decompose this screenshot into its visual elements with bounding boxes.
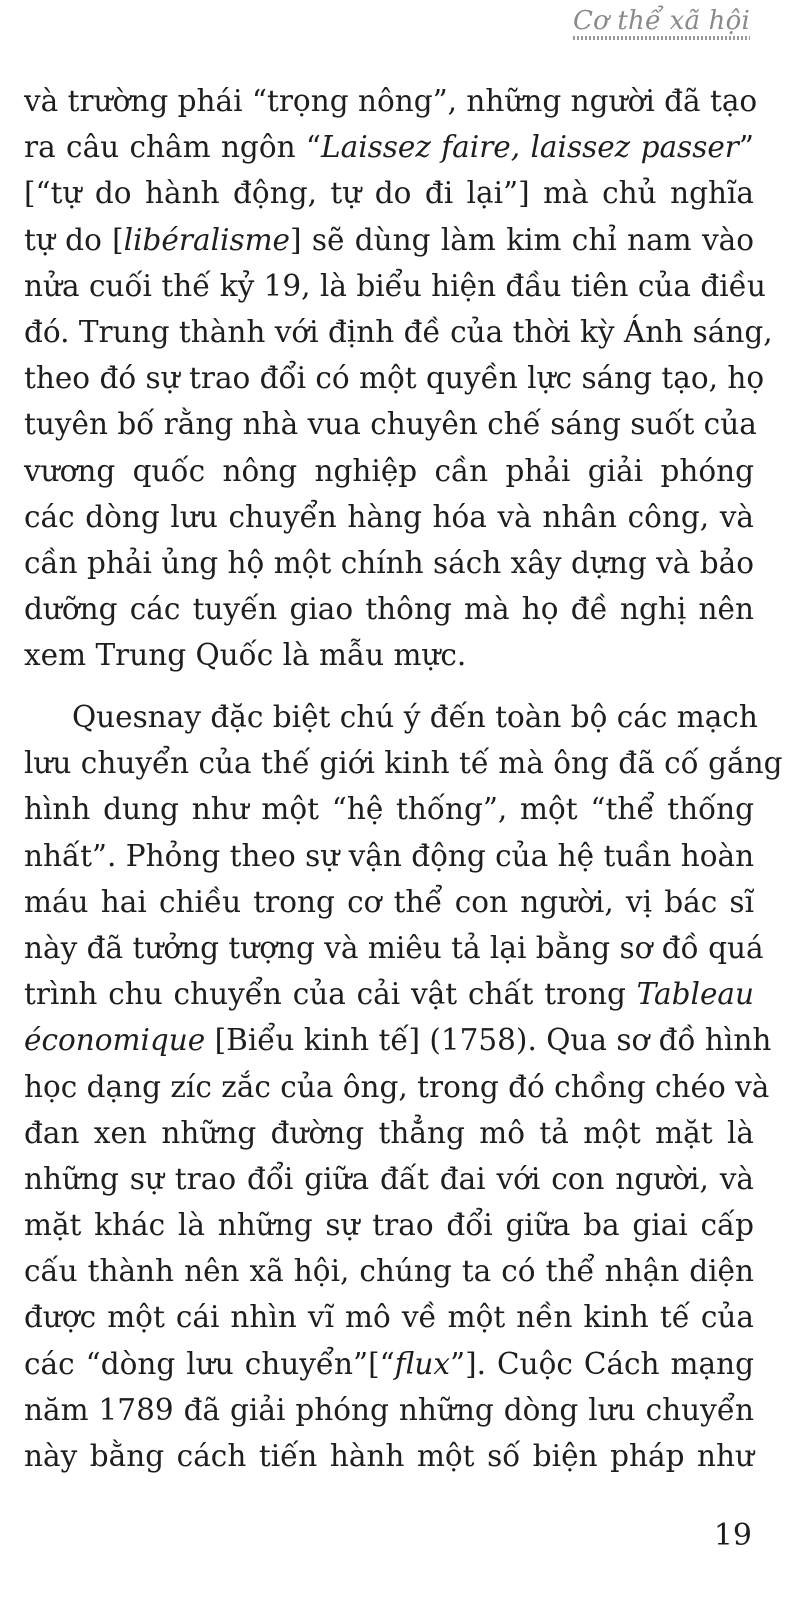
text-segment: ra câu châm ngôn “ — [24, 130, 322, 165]
text-line — [24, 78, 758, 124]
text-segment: cấu thành nên xã hội, chúng ta có thể nhận diện — [24, 1254, 754, 1289]
italic-term: libéralisme — [123, 222, 291, 257]
text-segment: được một cái nhìn vĩ mô về một nền kinh tế của — [24, 1300, 754, 1335]
text-segment: vương quốc nông nghiệp cần phải giải phóng — [24, 453, 754, 488]
text-segment: hình dung như một “hệ thống”, một “thể thống — [24, 792, 754, 827]
text-segment: tự do [ — [24, 222, 124, 257]
text-line — [24, 1156, 754, 1202]
text-segment: trình chu chuyển của cải vật chất trong — [24, 977, 637, 1012]
running-header — [573, 6, 750, 36]
text-segment: đan xen những đường thẳng mô tả một mặt là — [24, 1115, 754, 1150]
text-line — [24, 263, 766, 309]
text-segment: [Biểu kinh tế] (1758). Qua sơ đồ hình — [205, 1023, 772, 1058]
text-segment: ”]. Cuộc Cách mạng — [450, 1346, 755, 1381]
text-line — [24, 217, 754, 263]
text-line — [24, 1202, 754, 1248]
text-line — [24, 632, 754, 678]
text-line — [24, 355, 765, 401]
text-line — [24, 879, 754, 925]
text-segment: ” — [738, 130, 754, 165]
text-line — [24, 124, 754, 170]
text-segment: nhất”. Phỏng theo sự vận động của hệ tuần hoàn — [24, 838, 755, 873]
text-line — [24, 540, 754, 586]
text-line — [24, 740, 783, 786]
text-line — [24, 1110, 754, 1156]
running-header-underline — [573, 36, 750, 40]
text-segment: học dạng zíc zắc của ông, trong đó chồng chéo và — [24, 1069, 770, 1104]
text-segment: các “dòng lưu chuyển”[“ — [24, 1346, 395, 1381]
text-line — [24, 925, 764, 971]
text-segment: những sự trao đổi giữa đất đai với con người, và — [24, 1161, 754, 1196]
text-line — [24, 1294, 754, 1340]
italic-term: flux — [394, 1346, 451, 1381]
text-line — [24, 448, 754, 494]
text-line — [24, 170, 754, 216]
text-line — [24, 786, 754, 832]
text-segment: ] sẽ dùng làm kim chỉ nam vào — [290, 222, 754, 257]
running-header-title: Cơ thể xã hội — [572, 6, 750, 36]
text-segment: và trường phái “trọng nông”, những người đã tạo — [24, 84, 758, 118]
text-line — [24, 401, 757, 447]
text-line — [24, 1017, 772, 1063]
text-line — [24, 971, 754, 1017]
text-segment: xem Trung Quốc là mẫu mực. — [24, 638, 467, 673]
italic-term: Laissez faire, laissez passer — [321, 130, 739, 165]
text-line — [24, 694, 758, 740]
text-segment: [“tự do hành động, tự do đi lại”] mà chủ nghĩa — [24, 176, 754, 211]
text-segment: theo đó sự trao đổi có một quyền lực sáng tạo, họ — [24, 361, 765, 396]
text-segment: tuyên bố rằng nhà vua chuyên chế sáng suốt của — [24, 407, 757, 442]
text-segment: các dòng lưu chuyển hàng hóa và nhân công, và — [24, 499, 754, 534]
text-line — [24, 1387, 754, 1433]
text-line — [24, 1341, 754, 1387]
italic-term: Tableau — [636, 977, 754, 1012]
text-line — [24, 1248, 754, 1294]
text-segment: này bằng cách tiến hành một số biện pháp như — [24, 1439, 754, 1473]
paragraph-2 — [24, 694, 783, 1479]
text-segment: máu hai chiều trong cơ thể con người, vị bác sĩ — [24, 884, 754, 919]
text-segment: lưu chuyển của thế giới kinh tế mà ông đã cố gắng — [24, 746, 783, 781]
text-line — [24, 1064, 770, 1110]
text-line — [24, 494, 754, 540]
paragraph-1 — [24, 78, 773, 678]
text-segment: nửa cuối thế kỷ 19, là biểu hiện đầu tiên của điều — [24, 268, 766, 303]
text-line — [24, 1433, 754, 1479]
text-segment: này đã tưởng tượng và miêu tả lại bằng sơ đồ quá — [24, 930, 764, 965]
text-segment: Quesnay đặc biệt chú ý đến toàn bộ các mạch — [72, 700, 758, 734]
text-segment: năm 1789 đã giải phóng những dòng lưu chuyển — [24, 1392, 754, 1427]
text-segment: dưỡng các tuyến giao thông mà họ đề nghị nên — [24, 592, 754, 627]
italic-term: économique — [24, 1023, 206, 1058]
text-segment: đó. Trung thành với định đề của thời kỳ Ánh sáng, — [24, 314, 773, 349]
text-line — [24, 309, 773, 355]
text-segment: cần phải ủng hộ một chính sách xây dựng và bảo — [24, 545, 754, 580]
page-number: 19 — [713, 1518, 752, 1553]
text-line — [24, 833, 754, 879]
text-segment: mặt khác là những sự trao đổi giữa ba giai cấp — [24, 1208, 754, 1243]
text-line — [24, 586, 754, 632]
